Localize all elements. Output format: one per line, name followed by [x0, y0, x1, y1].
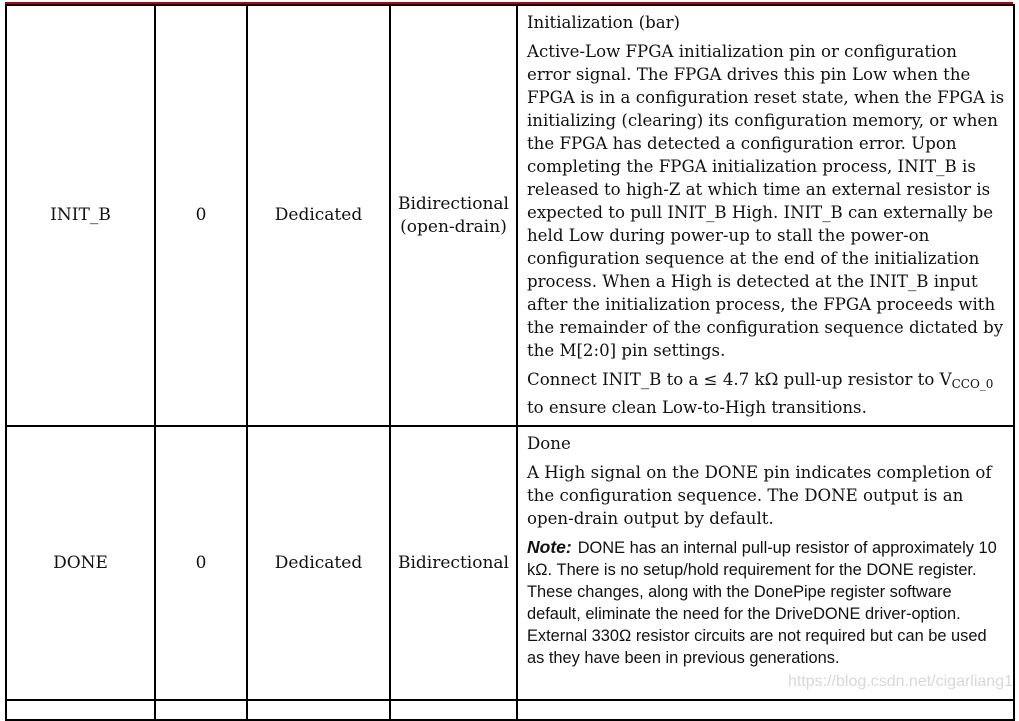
description-cell — [517, 426, 1014, 700]
direction-cell — [390, 5, 517, 426]
empty-cell — [155, 700, 247, 720]
type-cell: Dedicated — [247, 426, 390, 700]
description-paragraph-connect — [527, 368, 1005, 419]
note-label: Note: — [527, 537, 572, 557]
description-paragraph: Active-Low FPGA initialization pin or configuration error signal. The FPGA drives this pin Low when the FPGA is in a configuration reset state, when the FPGA is initializing (clearing) its configuration memory, or when the FPGA has detected a configuration error. Upon completing the FPGA initialization process, INIT_B is released to high-Z at which time an external resistor is expected to pull INIT_B High. INIT_B can externally be held Low during power-up to stall the power-on configuration sequence at the end of the initialization process. When a High is detected at the INIT_B input after the initialization process, the FPGA proceeds with the remainder of the configuration sequence dictated by the M[2:0] pin settings. — [527, 42, 1005, 360]
connect-text: Connect INIT_B to a ≤ 4.7 kΩ pull-up resistor to V — [527, 370, 952, 389]
table-row-init-b — [6, 5, 1014, 426]
direction-line-1: Bidirectional — [398, 193, 509, 214]
pin-name-cell: INIT_B — [6, 5, 155, 426]
connect-text-suffix: to ensure clean Low-to-High transitions. — [527, 398, 867, 417]
note-paragraph — [527, 536, 1005, 669]
bank-cell: 0 — [155, 5, 247, 426]
pin-description-table — [5, 4, 1015, 721]
vcco-subscript: CCO_0 — [951, 377, 994, 391]
table-row-next-partial — [6, 700, 1014, 720]
description-paragraph: A High signal on the DONE pin indicates completion of the configuration sequence. The DONE output is an open-drain output by default. — [527, 463, 992, 528]
bank-cell: 0 — [155, 426, 247, 700]
empty-cell — [517, 700, 1014, 720]
empty-cell — [247, 700, 390, 720]
description-title: Done — [527, 434, 571, 453]
direction-line-2: (open-drain) — [400, 216, 507, 237]
empty-cell — [390, 700, 517, 720]
direction-cell: Bidirectional — [390, 426, 517, 700]
pin-name-cell: DONE — [6, 426, 155, 700]
watermark: https://blog.csdn.net/cigarliang1 — [787, 673, 1013, 690]
empty-cell — [6, 700, 155, 720]
description-title: Initialization (bar) — [527, 13, 680, 32]
type-cell: Dedicated — [247, 5, 390, 426]
description-cell — [517, 5, 1014, 426]
note-text: DONE has an internal pull-up resistor of approximately 10 kΩ. There is no setup/hold requirement for the DONE register. These changes, along with the DonePipe register software default, eliminate the need for the DriveDONE driver-option. External 330Ω resistor circuits are not required but can be used as they have been in previous generations. — [527, 539, 997, 667]
table-row-done — [6, 426, 1014, 700]
